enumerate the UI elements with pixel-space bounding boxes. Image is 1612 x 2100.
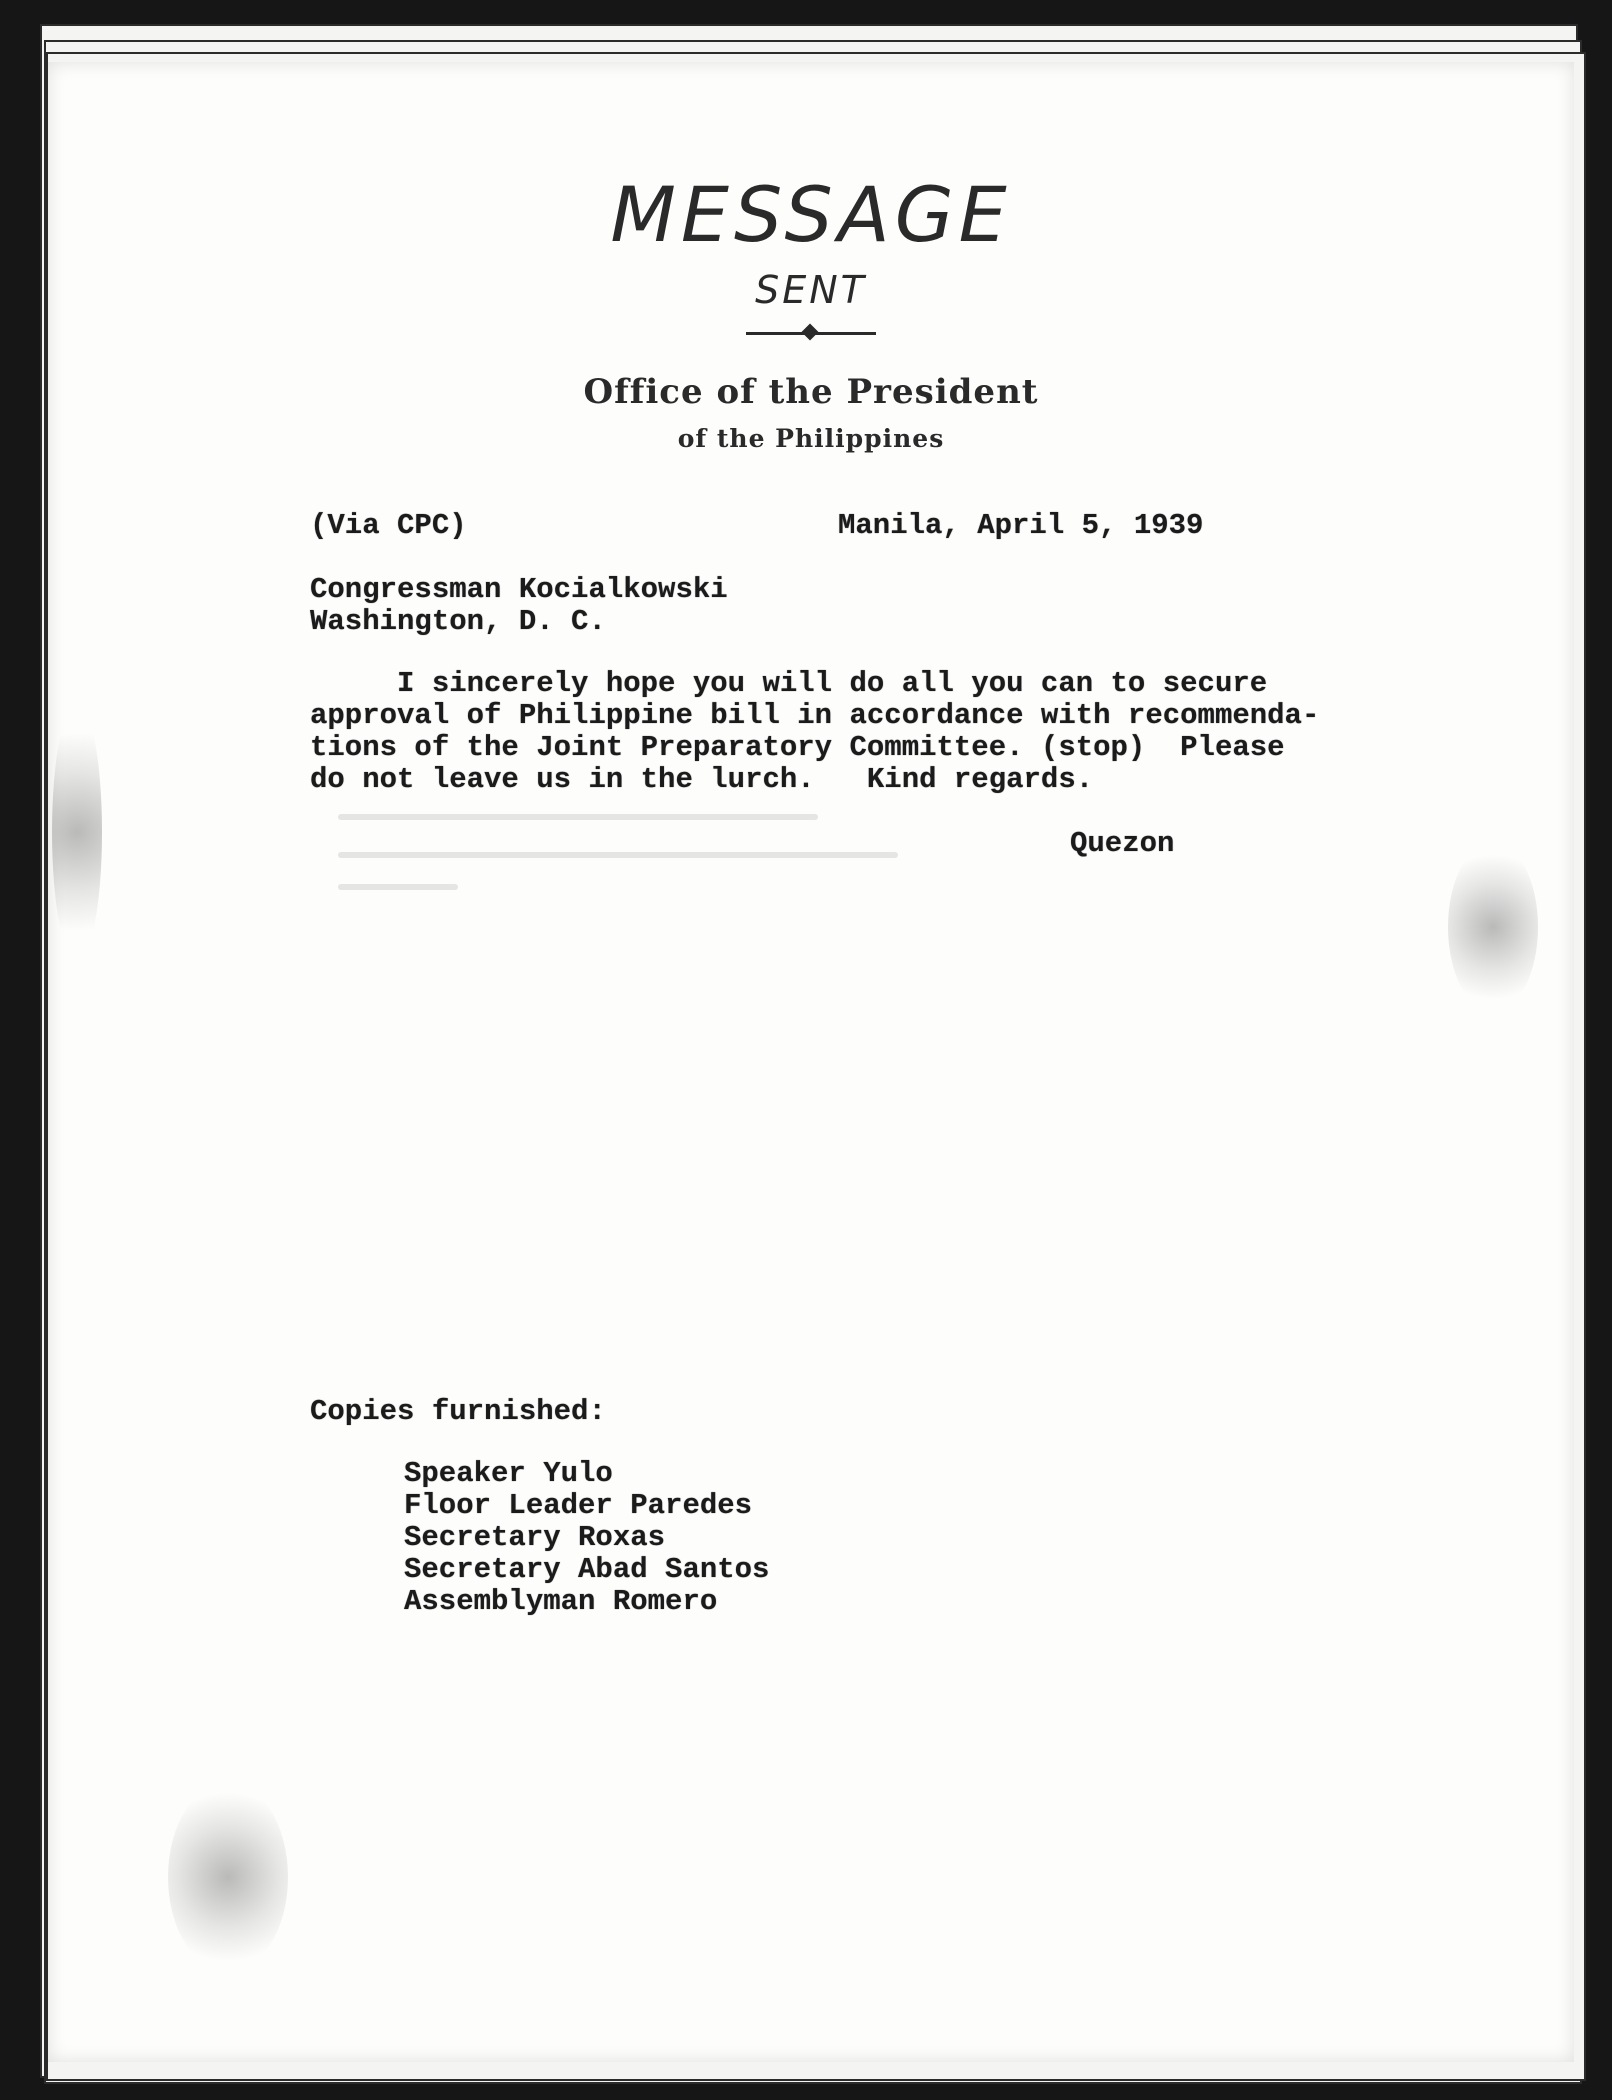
scan-smudge: [1448, 842, 1538, 1012]
copies-heading: Copies furnished:: [310, 1395, 606, 1428]
scan-smudge: [52, 702, 102, 962]
body-line: I sincerely hope you will do all you can to secure: [310, 667, 1268, 700]
ornamental-diamond: [802, 324, 819, 341]
addressee-location: Washington, D. C.: [310, 605, 606, 638]
via-line: (Via CPC): [310, 509, 467, 542]
copies-recipient: Speaker Yulo: [404, 1457, 613, 1490]
copies-recipient: Secretary Abad Santos: [404, 1553, 770, 1586]
bleed-through-mark: [338, 884, 458, 890]
place-date: Manila, April 5, 1939: [838, 509, 1204, 542]
copies-recipient: Secretary Roxas: [404, 1521, 666, 1554]
bleed-through-mark: [338, 852, 898, 858]
addressee-name: Congressman Kocialkowski: [310, 573, 728, 606]
copies-recipient: Assemblyman Romero: [404, 1585, 718, 1618]
office-subheading: of the Philippines: [677, 424, 945, 453]
letter-page: [48, 62, 1574, 2062]
body-line: tions of the Joint Preparatory Committee. (stop) Please: [310, 731, 1285, 764]
copies-recipient: Floor Leader Paredes: [404, 1489, 753, 1522]
signature: Quezon: [1070, 827, 1175, 860]
scan-smudge: [168, 1782, 288, 1972]
bleed-through-mark: [338, 814, 818, 820]
message-title: MESSAGE: [610, 170, 1012, 259]
body-line: approval of Philippine bill in accordance with recommenda-: [310, 699, 1320, 732]
sent-subtitle: SENT: [755, 268, 867, 312]
body-line: do not leave us in the lurch. Kind regards.: [310, 763, 1094, 796]
office-heading: Office of the President: [583, 372, 1039, 412]
